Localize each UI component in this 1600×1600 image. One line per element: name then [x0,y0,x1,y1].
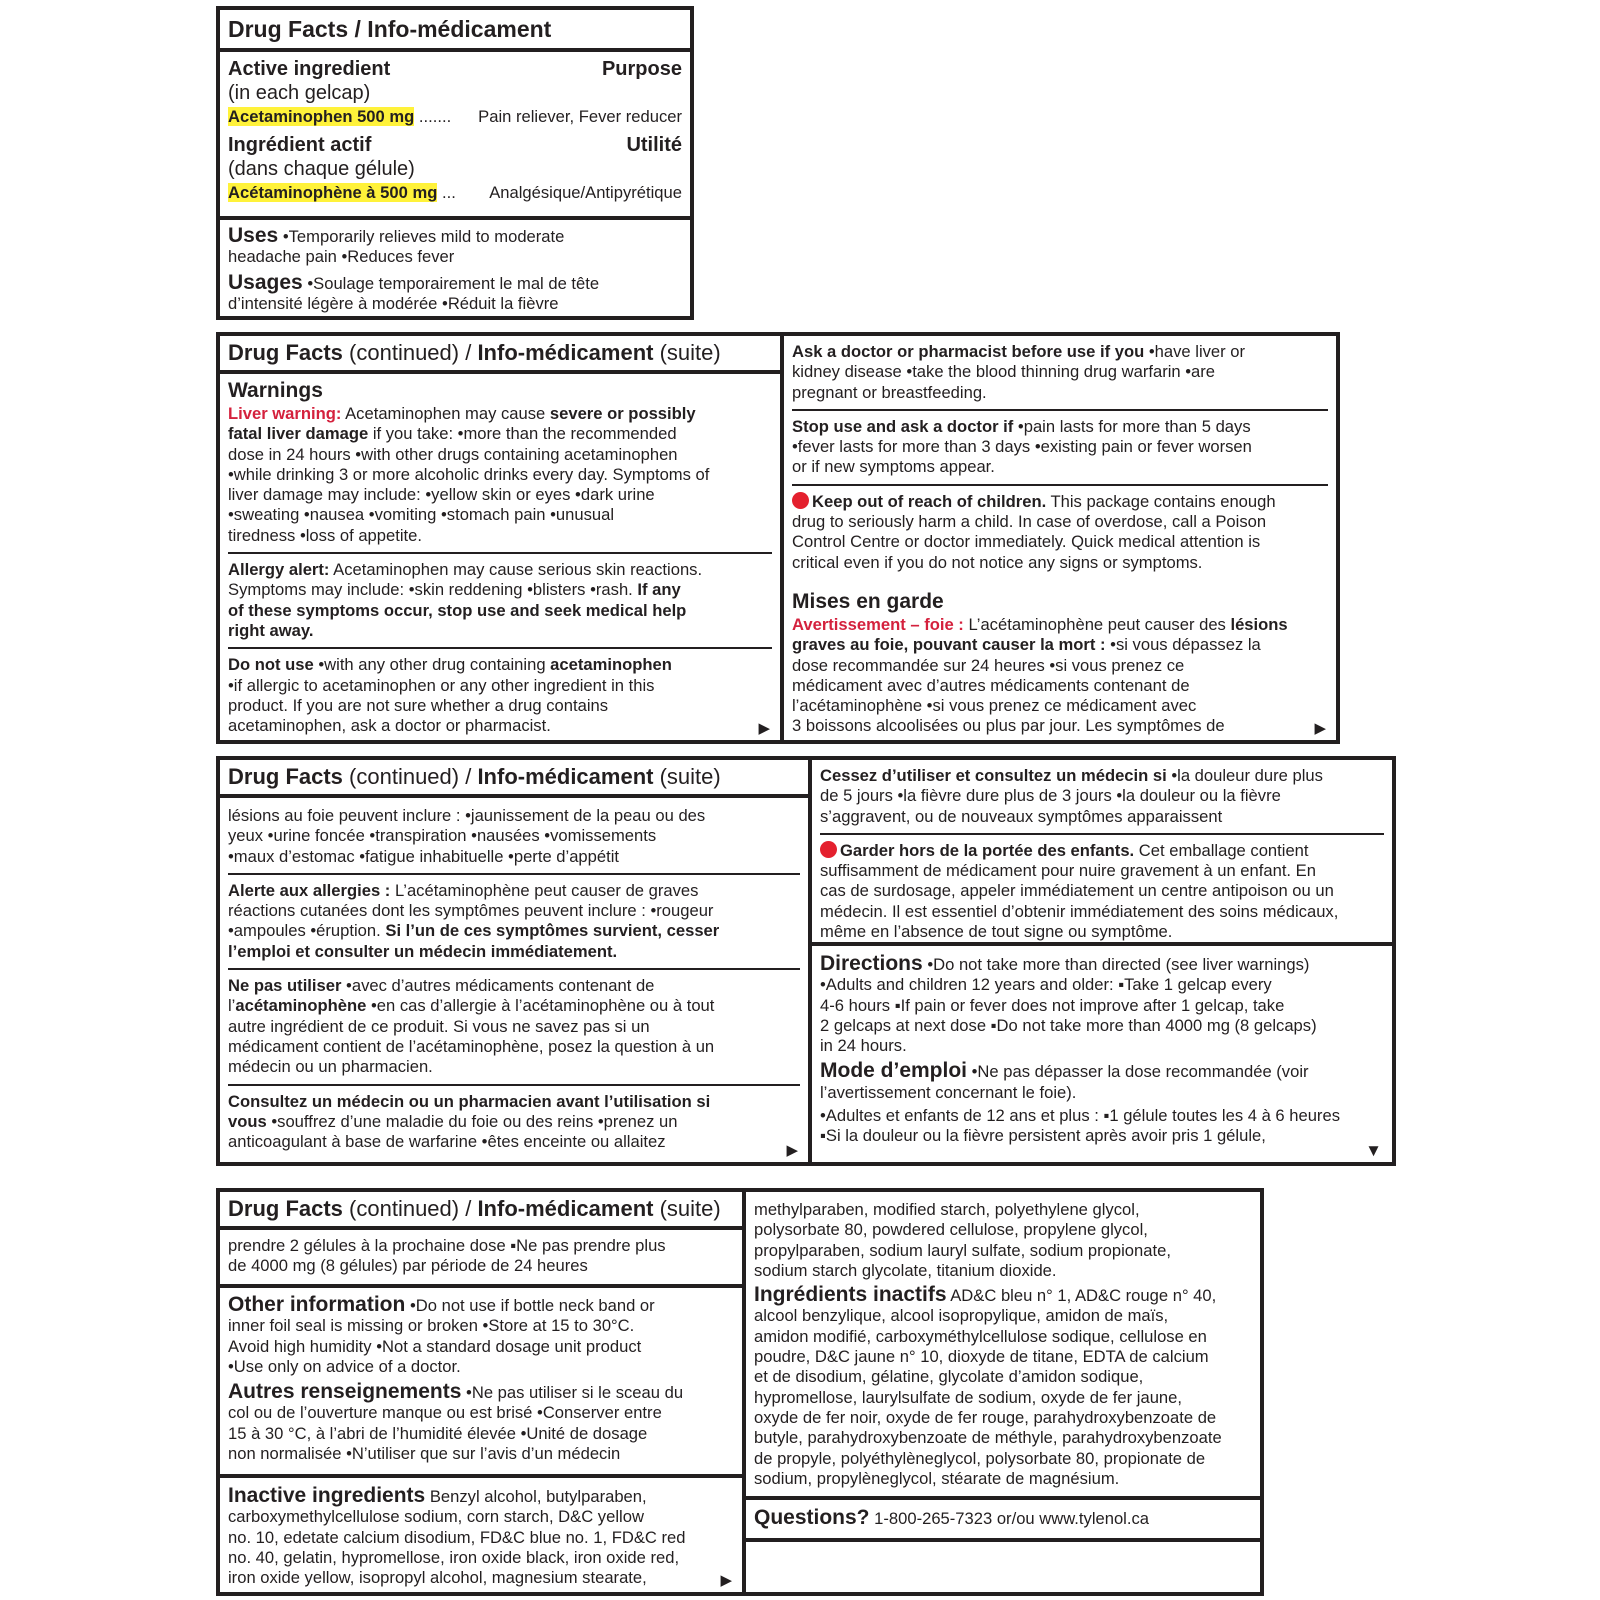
inactive-ingredients [220,1482,742,1588]
text-bold: of these symptoms occur, stop use and seek medical help [228,600,687,620]
text: Cet emballage contient [1134,840,1309,860]
text: •Ne pas dépasser la dose recommandée (voir [967,1062,1309,1082]
warnings-left-column [220,336,780,740]
text: Symptoms may include: •skin reddening •blisters •rash. [228,580,638,600]
keep-out-of-reach [792,492,1328,573]
stop-use-label: Stop use and ask a doctor if [792,416,1014,436]
active-ingredient-heading-fr: Ingrédient actif [228,134,372,156]
text: col ou de l’ouverture manque ou est brisé •Conserver entre [228,1403,662,1423]
text: oxyde de fer noir, oxyde de fer rouge, parahydroxybenzoate de [754,1407,1217,1427]
questions [746,1504,1260,1529]
warnings-heading: Warnings [228,379,323,402]
autres-renseignements-heading: Autres renseignements [228,1380,462,1404]
text: carboxymethylcellulose sodium, corn starch, D&C yellow [228,1507,644,1527]
text: Control Centre or doctor immediately. Quick medical attention is [792,532,1261,552]
header-bold: Info-médicament [477,764,654,789]
text: Benzyl alcohol, butylparaben, [425,1487,647,1506]
header-bold: Drug Facts [228,764,343,789]
text: •maux d’estomac •fatigue inhabituelle •perte d’appétit [228,846,620,866]
uses-line: •Temporarily relieves mild to moderate [282,227,565,246]
text: no. 40, gelatin, hypromellose, iron oxide black, iron oxide red, [228,1547,680,1567]
mode-emploi-heading: Mode d’emploi [820,1059,967,1083]
text: •pain lasts for more than 5 days [1013,416,1251,436]
continued-header [220,760,808,798]
directions [820,954,1384,1056]
divider [228,873,800,875]
divider [792,484,1328,486]
text-bold: graves au foie, pouvant causer la mort : [792,635,1106,655]
questions-heading: Questions? [754,1506,870,1529]
panel-title: Drug Facts / Info-médicament [220,10,690,52]
header-normal: (continued) / [342,340,478,365]
text-bold: acetaminophen [550,655,672,675]
uses-section [220,222,690,314]
header-bold: Info-médicament [477,340,654,365]
continue-arrow-icon: ▶ [786,1142,798,1159]
text: hypromellose, laurylsulfate de sodium, oxyde de fer jaune, [754,1387,1182,1407]
text: sodium, propylèneglycol, stéarate de magnésium. [754,1468,1120,1488]
text: •while drinking 3 or more alcoholic drinks every day. Symptoms of [228,464,710,484]
other-information-heading: Other information [228,1293,406,1316]
alerte-allergies [228,881,800,962]
active-ingredient-sub-fr: (dans chaque gélule) [228,158,415,180]
text: Acetaminophen may cause [341,404,550,423]
text-bold: lésions [1230,614,1288,634]
text: ▪Si la douleur ou la fièvre persistent après avoir pris 1 gélule, [820,1126,1266,1146]
section-divider [220,1474,742,1478]
text: •if allergic to acetaminophen or any other ingredient in this [228,675,655,695]
ingredients-inactifs [754,1285,1252,1489]
text: •fever lasts for more than 3 days •existing pain or fever worsen [792,437,1252,457]
alerte-label: Alerte aux allergies : [228,880,391,900]
text: 3 boissons alcoolisées ou plus par jour. Les symptômes de [792,716,1225,736]
purpose-heading: Purpose [601,58,682,80]
text: propylparaben, sodium lauryl sulfate, sodium propionate, [754,1240,1171,1260]
text: •si vous dépassez la [1105,635,1261,655]
stop-sign-icon [792,492,809,509]
stop-sign-icon [820,841,837,858]
text: anticoagulant à base de warfarine •êtes enceinte ou allaitez [228,1132,666,1152]
text: 4-6 hours ▪If pain or fever does not improve after 1 gelcap, take [820,995,1285,1015]
text: poudre, D&C jaune n° 10, dioxyde de titane, EDTA de calcium [754,1347,1209,1367]
consultez-medecin [228,1092,800,1153]
text: dose recommandée sur 24 heures •si vous prenez ce [792,655,1185,675]
text: autre ingrédient de ce produit. Si vous ne savez pas si un [228,1016,650,1036]
continue-arrow-icon: ▶ [758,720,770,737]
ingredient-highlight: Acetaminophen 500 mg [228,107,415,126]
french-right-column [812,760,1392,1162]
text-bold: severe or possibly [549,404,696,423]
text: dose in 24 hours •with other drugs containing acetaminophen [228,444,678,464]
active-ingredient-fr [220,129,690,205]
ne-pas-utiliser [228,976,800,1077]
directions-heading: Directions [820,952,923,975]
divider [228,552,772,554]
panel-active-ingredients [216,6,694,320]
text: médicament contient de l’acétaminophène, posez la question à un [228,1036,715,1056]
text: sodium starch glycolate, titanium dioxide. [754,1260,1057,1280]
usages-heading: Usages [228,270,303,294]
text-bold: acétaminophène [235,996,367,1016]
ne-pas-utiliser-label: Ne pas utiliser [228,976,342,996]
text: amidon modifié, carboxyméthylcellulose sodique, cellulose en [754,1326,1207,1346]
divider [228,1084,800,1086]
text: réactions cutanées dont les symptômes peuvent inclure : •rougeur [228,901,714,921]
continue-down-arrow-icon: ▼ [1365,1141,1382,1160]
text: de 5 jours •la fièvre dure plus de 3 jours •la douleur ou la fièvre [820,786,1281,806]
section-divider [220,1284,742,1288]
questions-contact: 1-800-265-7323 or/ou www.tylenol.ca [869,1509,1150,1528]
text: L’acétaminophène peut causer de graves [390,880,699,900]
text: s’aggravent, ou de nouveaux symptômes apparaissent [820,806,1223,826]
text-bold: fatal liver damage [228,424,369,444]
panel-french-warnings-directions [216,756,1396,1166]
lesions-symptoms [228,806,800,867]
uses-line: headache pain •Reduces fever [228,247,455,267]
text: no. 10, edetate calcium disodium, FD&C blue no. 1, FD&C red [228,1527,686,1547]
continued-header [220,336,780,374]
text: kidney disease •take the blood thinning drug warfarin •are [792,362,1216,382]
other-information [228,1295,734,1377]
text: même en l’absence de tout signe ou symptôme. [820,922,1173,942]
do-not-use-label: Do not use [228,655,314,675]
uses-heading: Uses [228,224,279,247]
other-info-left-column [220,1192,742,1592]
text: •have liver or [1144,342,1246,361]
text: •Do not take more than directed (see liver warnings) [922,955,1310,974]
inactive-ingredients-continued [754,1200,1252,1281]
text: tiredness •loss of appetite. [228,525,422,545]
text-bold: Consultez un médecin ou un pharmacien avant l’utilisation si [228,1091,711,1111]
dot-leader-fr: ... [441,183,456,202]
text: liver damage may include: •yellow skin or eyes •dark urine [228,485,655,505]
text: inner foil seal is missing or broken •Store at 15 to 30°C. [228,1316,635,1336]
text-bold: l’emploi et consulter un médecin immédiatement. [228,941,618,961]
text: médecin. Il est essentiel d’obtenir immédiatement des soins médicaux, [820,901,1339,921]
continued-header [220,1192,742,1230]
header-bold: Drug Facts [228,340,343,365]
text: l’acétaminophène •si vous prenez ce médicament avec [792,696,1197,716]
text: or if new symptoms appear. [792,457,995,477]
section-divider [220,216,690,220]
text-bold: vous [228,1111,267,1131]
text: acetaminophen, ask a doctor or pharmacist. [228,716,551,736]
ingredient-purpose-fr: Analgésique/Antipyrétique [489,183,682,202]
text: •sweating •nausea •vomiting •stomach pain •unusual [228,505,615,525]
text: non normalisée •N’utiliser que sur l’avis d’un médecin [228,1444,621,1464]
divider [820,833,1384,835]
ingredient-highlight-fr: Acétaminophène à 500 mg [228,183,438,202]
divider [792,409,1328,411]
header-normal: (suite) [653,340,721,365]
ask-doctor [792,342,1328,403]
text: 2 gelcaps at next dose ▪Do not take more than 4000 mg (8 gelcaps) [820,1015,1317,1035]
text-bold: Si l’un de ces symptômes survient, cesser [385,921,720,941]
text: lésions au foie peuvent inclure : •jaunissement de la peau ou des [228,806,706,825]
cessez-utiliser [820,766,1384,827]
text: et de disodium, gélatine, glycolate d’amidon sodique, [754,1367,1144,1387]
ask-doctor-label: Ask a doctor or pharmacist before use if you [792,342,1145,361]
section-divider [746,1496,1260,1500]
allergy-alert-label: Allergy alert: [228,560,330,580]
continue-arrow-icon: ▶ [720,1572,732,1589]
autres-renseignements [228,1382,734,1464]
text: •Do not use if bottle neck band or [405,1296,655,1315]
blank-area [746,1542,1260,1592]
text: •Ne pas utiliser si le sceau du [461,1383,684,1403]
text: •with any other drug containing [313,655,551,675]
mode-emploi [820,1061,1384,1146]
text: polysorbate 80, powdered cellulose, propylene glycol, [754,1220,1148,1240]
header-normal: (continued) / [342,764,478,789]
text: de 4000 mg (8 gélules) par période de 24 heures [228,1256,588,1276]
text: prendre 2 gélules à la prochaine dose ▪Ne pas prendre plus [228,1236,666,1255]
text: 15 à 30 °C, à l’abri de l’humidité élevée •Unité de dosage [228,1423,648,1443]
ingredient-purpose: Pain reliever, Fever reducer [478,107,682,126]
ingredients-right-column [746,1192,1260,1592]
usages-line: •Soulage temporairement le mal de tête [307,273,600,293]
section-divider [812,942,1392,946]
text: iron oxide yellow, isopropyl alcohol, magnesium stearate, [228,1568,647,1588]
text: yeux •urine foncée •transpiration •nausées •vomissements [228,826,657,846]
text: de propyle, polyéthylèneglycol, polysorbate 80, propionate de [754,1448,1206,1468]
divider [228,647,772,649]
text: •Adults and children 12 years and older: ▪Take 1 gelcap every [820,975,1272,995]
text: methylparaben, modified starch, polyethylene glycol, [754,1200,1140,1219]
foie-warning-label: Avertissement – foie : [792,614,964,634]
active-ingredient-en [220,52,690,129]
warnings-right-column [784,336,1336,740]
text: l’ [228,996,236,1016]
ingredients-inactifs-heading: Ingrédients inactifs [754,1283,947,1307]
allergy-alert [228,560,772,641]
liver-warning [228,404,772,546]
text: •souffrez d’une maladie du foie ou des reins •prenez un [266,1111,678,1131]
purpose-heading-fr: Utilité [626,134,682,156]
inactive-ingredients-heading: Inactive ingredients [228,1484,426,1507]
text: •avec d’autres médicaments contenant de [341,976,655,996]
prendre-continued [220,1230,742,1277]
text: Avoid high humidity •Not a standard dosage unit product [228,1336,642,1356]
header-bold: Info-médicament [477,1196,654,1221]
text-bold: right away. [228,620,314,640]
active-ingredient-sub: (in each gelcap) [228,82,371,104]
text: •en cas d’allergie à l’acétaminophène ou à tout [366,996,715,1016]
mises-en-garde-heading: Mises en garde [792,589,944,613]
avertissement-foie [792,615,1328,737]
do-not-use [228,655,772,736]
garder-hors-portee [820,841,1384,942]
continue-arrow-icon: ▶ [1314,720,1326,737]
header-normal: (suite) [653,1196,721,1221]
text: if you take: •more than the recommended [368,424,677,444]
text: alcool benzylique, alcool isopropylique, amidon de maïs, [754,1306,1169,1326]
text: •Use only on advice of a doctor. [228,1356,461,1376]
text: •ampoules •éruption. [228,921,386,941]
text-bold: If any [637,580,681,600]
text: butyle, parahydroxybenzoate de méthyle, parahydroxybenzoate [754,1428,1222,1448]
text: médecin ou un pharmacien. [228,1057,433,1077]
header-normal: (continued) / [342,1196,478,1221]
text: AD&C bleu n° 1, AD&C rouge n° 40, [946,1286,1217,1306]
dot-leader: ....... [418,107,452,126]
usages-line: d’intensité légère à modérée •Réduit la fièvre [228,293,559,313]
garder-label: Garder hors de la portée des enfants. [840,840,1135,860]
cessez-label: Cessez d’utiliser et consultez un médecin si [820,766,1167,785]
header-bold: Drug Facts [228,1196,343,1221]
keep-out-label: Keep out of reach of children. [812,491,1047,511]
french-left-column [220,760,808,1162]
text: •Adultes et enfants de 12 ans et plus : ▪1 gélule toutes les 4 à 6 heures [820,1106,1340,1126]
text: cas de surdosage, appeler immédiatement un centre antipoison ou un [820,881,1334,901]
stop-use [792,417,1328,478]
text: critical even if you do not notice any signs or symptoms. [792,552,1203,572]
liver-warning-label: Liver warning: [228,404,342,423]
text: suffisamment de médicament pour nuire gravement à un enfant. En [820,861,1316,881]
text: L’acétaminophène peut causer des [963,614,1231,634]
text: in 24 hours. [820,1036,907,1056]
header-normal: (suite) [653,764,721,789]
panel-warnings [216,332,1340,744]
text: drug to seriously harm a child. In case of overdose, call a Poison [792,512,1267,532]
text: Acetaminophen may cause serious skin reactions. [329,560,703,580]
warnings-section [220,374,780,736]
text: pregnant or breastfeeding. [792,382,987,402]
text: l’avertissement concernant le foie). [820,1082,1077,1102]
text: médicament avec d’autres médicaments contenant de [792,675,1190,695]
text: This package contains enough [1046,491,1276,511]
text: product. If you are not sure whether a drug contains [228,695,609,715]
text: •la douleur dure plus [1166,766,1323,785]
divider [228,968,800,970]
active-ingredient-heading: Active ingredient [228,58,391,80]
panel-other-info-ingredients [216,1188,1264,1596]
